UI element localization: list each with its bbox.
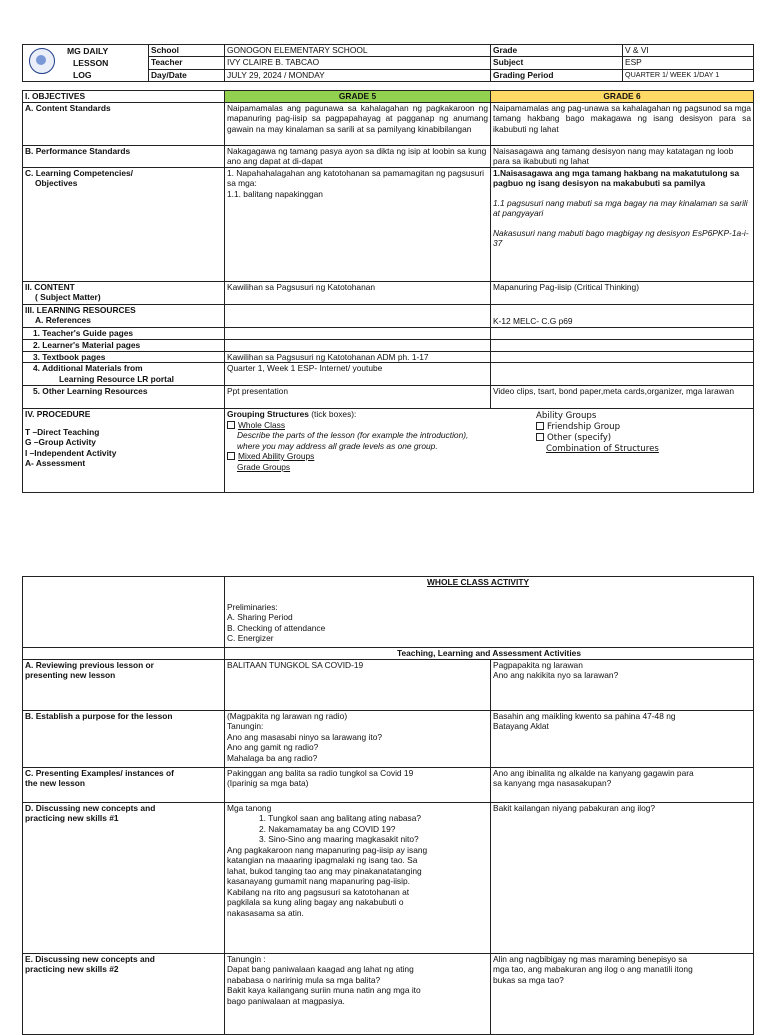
grade5-heading: GRADE 5 (225, 91, 491, 103)
subject-value: ESP (623, 57, 754, 69)
learners-material-g6 (491, 339, 754, 351)
grouping-title-line (227, 409, 751, 420)
row-d-label (23, 802, 225, 953)
competencies-g6-2: 1.1 pagsusuri nang mabuti sa mga bagay na may kinalaman sa sarili at pangyayari (493, 197, 748, 218)
competencies-label-1: C. Learning Competencies/ (25, 167, 133, 178)
whole-class-checkbox[interactable] (227, 421, 235, 429)
learners-material-label: 2. Learner's Material pages (23, 339, 225, 351)
school-label: School (149, 45, 225, 57)
competencies-g5 (225, 167, 491, 281)
row-d-g5-5: Kabilang na rito ang pagsusuri sa katotohanan at (227, 886, 410, 897)
whole-class-activity-title: WHOLE CLASS ACTIVITY (427, 577, 530, 587)
row-a-g5-1: BALITAAN TUNGKOL SA COVID-19 (227, 659, 364, 670)
row-d-g5-q3: 3. Sino-Sino ang maaring magkasakit nito? (259, 834, 419, 844)
row-d-g5 (225, 802, 491, 953)
teacher-label: Teacher (149, 57, 225, 69)
grouping-structures (225, 409, 754, 493)
row-b-label-1: B. Establish a purpose for the lesson (25, 710, 173, 721)
dll-title-3: LOG (73, 70, 92, 80)
whole-class-option[interactable] (227, 420, 751, 431)
grade-value: V & VI (623, 45, 754, 57)
friendship-checkbox[interactable] (536, 422, 544, 430)
mixed-ability-label: Mixed Ability Groups (238, 451, 315, 461)
row-a-g5 (225, 659, 491, 710)
row-b-g6 (491, 710, 754, 767)
additional-materials-g5: Quarter 1, Week 1 ESP- Internet/ youtube (225, 363, 491, 386)
row-a-label (23, 659, 225, 710)
prelim-heading: Preliminaries: (227, 601, 278, 612)
row-d-g5-7: nakasasama sa atin. (227, 907, 304, 918)
competencies-g5-1: 1. Napahahalagahan ang katotohanan sa pamamagitan ng pagsusuri sa mga: (227, 167, 485, 188)
additional-materials-label-1: 4. Additional Materials from (33, 363, 143, 373)
row-c-label-2: the new lesson (25, 778, 86, 788)
procedure-heading: IV. PROCEDURE (25, 409, 91, 419)
row-e-g5-5: bago paniwalaan at magpasiya. (227, 995, 345, 1006)
row-b-g5-1: (Magpakita ng larawan ng radio) (227, 710, 348, 721)
references-g5 (225, 304, 491, 327)
dll-table-top (22, 44, 754, 493)
row-c-g6 (491, 767, 754, 802)
resources-label-2: A. References (35, 315, 91, 325)
textbook-g6 (491, 351, 754, 363)
dll-table-activities (22, 576, 754, 1035)
tla-blank-cell (23, 648, 225, 660)
row-c-label-1: C. Presenting Examples/ instances of (25, 767, 174, 778)
grouping-note: (tick boxes): (308, 409, 357, 419)
date-value: JULY 29, 2024 / MONDAY (225, 69, 491, 81)
dll-title-cell (23, 45, 149, 82)
performance-standards-label: B. Performance Standards (23, 145, 225, 167)
row-a-label-2: presenting new lesson (25, 670, 116, 680)
activity-blank-cell (23, 577, 225, 648)
content-standards-label: A. Content Standards (23, 102, 225, 145)
legend-assessment: A- Assessment (25, 458, 86, 468)
school-value: GONOGON ELEMENTARY SCHOOL (225, 45, 491, 57)
teachers-guide-label: 1. Teacher's Guide pages (23, 327, 225, 339)
row-e-g6-3: bukas sa mga tao? (493, 974, 564, 985)
legend-group-activity: G –Group Activity (25, 437, 96, 447)
content-g5: Kawilihan sa Pagsusuri ng Katotohanan (225, 281, 491, 304)
describe-line-2: where you may address all grade levels as one group. (237, 440, 438, 451)
row-a-g6 (491, 659, 754, 710)
row-b-label (23, 710, 225, 767)
row-d-g6-1: Bakit kailangan niyang pabakuran ang ilog? (493, 802, 656, 813)
prelim-sharing: A. Sharing Period (227, 612, 293, 622)
row-a-g6-2: Ano ang nakikita nyo sa larawan? (493, 670, 619, 680)
competencies-g5-2: 1.1. balitang napakinggan (227, 188, 323, 199)
grouping-title: Grouping Structures (227, 409, 309, 419)
teacher-value: IVY CLAIRE B. TABCAO (225, 57, 491, 69)
additional-materials-label (23, 363, 225, 386)
learners-material-g5 (225, 339, 491, 351)
other-specify-label: Other (specify) (547, 433, 612, 443)
other-resources-g6: Video clips, tsart, bond paper,meta cards,organizer, mga larawan (491, 386, 754, 409)
content-standards-g5: Naipamamalas ang pagunawa sa kahalagahan ng pagkakaroon ng mapanuring pag-iisip sa pagpapahayag at pagganap ng anumang gawain na may kinalaman sa sarili at sa pamilyang kinabibilangan (225, 102, 491, 145)
row-b-g6-1: Basahin ang maikling kwento sa pahina 47-48 ng (493, 710, 676, 721)
teachers-guide-g5 (225, 327, 491, 339)
row-d-g5-1: Ang pagkakaroon nang mapanuring pag-iisip ay isang (227, 844, 428, 855)
legend-direct-teaching: T –Direct Teaching (25, 426, 100, 437)
row-a-g6-1: Pagpapakita ng larawan (493, 659, 583, 670)
tla-heading: Teaching, Learning and Assessment Activities (225, 648, 754, 660)
grade-label: Grade (491, 45, 623, 57)
dll-title-1: MG DAILY (67, 46, 109, 56)
spacer (23, 82, 754, 91)
competencies-g6 (491, 167, 754, 281)
row-d-g5-4: kasanayang gumamit nang mapanuring pag-iisip. (227, 876, 410, 886)
content-label-2: ( Subject Matter) (35, 292, 101, 302)
row-b-g5-5: Mahalaga ba ang radio? (227, 752, 318, 763)
row-c-g6-1: Ano ang ibinalita ng alkalde na kanyang gagawin para (493, 767, 694, 778)
row-d-g5-6: pagkilala sa kung aling bagay ang nakabubuti o (227, 897, 404, 907)
other-specify-checkbox[interactable] (536, 433, 544, 441)
grade-groups-label: Grade Groups (237, 461, 291, 472)
grading-period-value: QUARTER 1/ WEEK 1/DAY 1 (623, 69, 754, 81)
textbook-g5: Kawilihan sa Pagsusuri ng Katotohanan ADM ph. 1-17 (225, 351, 491, 363)
content-label (23, 281, 225, 304)
row-e-g6-1: Alin ang nagbibigay ng mas maraming benepisyo sa (493, 953, 688, 964)
additional-materials-g6 (491, 363, 754, 386)
grading-period-label: Grading Period (491, 69, 623, 81)
combination-label: Combination of Structures (546, 444, 659, 454)
performance-standards-g5: Nakagagawa ng tamang pasya ayon sa dikta ng isip at loobin sa kung ano ang dapat at di-dapat (225, 145, 491, 167)
ability-groups-label: Ability Groups (536, 411, 597, 421)
row-d-g5-head: Mga tanong (227, 802, 272, 813)
references-g6: K-12 MELC- C.G p69 (491, 304, 754, 327)
deped-seal (29, 48, 55, 74)
legend-independent-activity: I –Independent Activity (25, 447, 117, 458)
row-d-g6 (491, 802, 754, 953)
row-c-g5-2: (Iparinig sa mga bata) (227, 778, 309, 788)
row-b-g5-4: Ano ang gamit ng radio? (227, 742, 319, 752)
friendship-option[interactable] (536, 422, 659, 433)
row-c-g6-2: sa kanyang mga nasasakupan? (493, 778, 612, 788)
row-b-g5-2: Tanungin: (227, 721, 264, 731)
row-c-label (23, 767, 225, 802)
performance-standards-g6: Naisasagawa ang tamang desisyon nang may katatagan ng loob para sa ikabubuti ng lahat (491, 145, 754, 167)
row-d-g5-2: katangian na maaaring ipagmalaki ng isang tao. Sa (227, 855, 418, 865)
row-d-g5-q2: 2. Nakamamatay ba ang COVID 19? (259, 823, 396, 834)
row-d-label-1: D. Discussing new concepts and (25, 802, 156, 813)
friendship-label: Friendship Group (547, 422, 621, 432)
procedure-label (23, 409, 225, 493)
textbook-label: 3. Textbook pages (23, 351, 225, 363)
row-b-g5 (225, 710, 491, 767)
other-grouping-options (536, 411, 659, 455)
competencies-g6-1: 1.Naisasagawa ang mga tamang hakbang na makatutulong sa pagbuo ng isang desisyon na makabubuti sa pamilya (493, 167, 740, 188)
row-b-g5-3: Ano ang masasabi ninyo sa larawang ito? (227, 731, 383, 742)
other-resources-g5: Ppt presentation (225, 386, 491, 409)
content-standards-g6: Naipamamalas ang pag-unawa sa kahalagahan ng pagsunod sa mga tamang hakbang bago makagawa ng isang desisyon para sa ikabubuti ng lahat (491, 102, 754, 145)
resources-label (23, 304, 225, 327)
whole-class-label: Whole Class (238, 419, 286, 430)
row-e-g5 (225, 953, 491, 1034)
row-d-label-2: practicing new skills #1 (25, 813, 119, 823)
row-d-g5-q1: 1. Tungkol saan ang balitang ating nabasa? (259, 813, 422, 823)
subject-label: Subject (491, 57, 623, 69)
row-e-g6-2: mga tao, ang mabakuran ang ilog o ang manatili itong (493, 964, 693, 974)
whole-class-activity (225, 577, 754, 648)
row-e-g5-3: nababasa o naririnig mula sa mga balita? (227, 974, 381, 985)
row-e-g5-2: Dapat bang paniwalaan kaagad ang lahat ng ating (227, 964, 414, 974)
row-c-g5-1: Pakinggan ang balita sa radio tungkol sa Covid 19 (227, 767, 414, 778)
row-e-label-2: practicing new skills #2 (25, 964, 119, 974)
additional-materials-label-2: Learning Resource LR portal (59, 373, 174, 384)
mixed-ability-checkbox[interactable] (227, 452, 235, 460)
competencies-label-2: Objectives (35, 178, 78, 188)
row-e-label-1: E. Discussing new concepts and (25, 953, 155, 964)
mixed-ability-option[interactable] (227, 451, 751, 462)
prelim-attendance: B. Checking of attendance (227, 622, 326, 633)
row-c-g5 (225, 767, 491, 802)
other-specify-option[interactable] (536, 433, 659, 444)
competencies-label (23, 167, 225, 281)
competencies-g6-3: Nakasusuri nang mabuti bago magbigay ng desisyon EsP6PKP-1a-i-37 (493, 227, 749, 248)
row-d-g5-3: lahat, bukod tanging tao ang may pinakanatatanging (227, 865, 422, 876)
other-resources-label: 5. Other Learning Resources (23, 386, 225, 409)
row-e-label (23, 953, 225, 1034)
row-a-label-1: A. Reviewing previous lesson or (25, 659, 154, 670)
describe-line-1: Describe the parts of the lesson (for example the introduction), (237, 430, 469, 440)
date-label: Day/Date (149, 69, 225, 81)
resources-label-1: III. LEARNING RESOURCES (25, 304, 136, 315)
row-e-g6 (491, 953, 754, 1034)
row-b-g6-2: Batayang Aklat (493, 721, 549, 731)
row-e-g5-1: Tanungin : (227, 953, 266, 964)
grade6-heading: GRADE 6 (491, 91, 754, 103)
objectives-heading: I. OBJECTIVES (23, 91, 225, 103)
content-g6: Mapanuring Pag-iisip (Critical Thinking) (491, 281, 754, 304)
dll-title-2: LESSON (73, 58, 109, 68)
row-e-g5-4: Bakit kaya kailangang suriin muna natin ang mga ito (227, 985, 421, 995)
prelim-energizer: C. Energizer (227, 633, 274, 643)
teachers-guide-g6 (491, 327, 754, 339)
content-label-1: II. CONTENT (25, 281, 75, 292)
